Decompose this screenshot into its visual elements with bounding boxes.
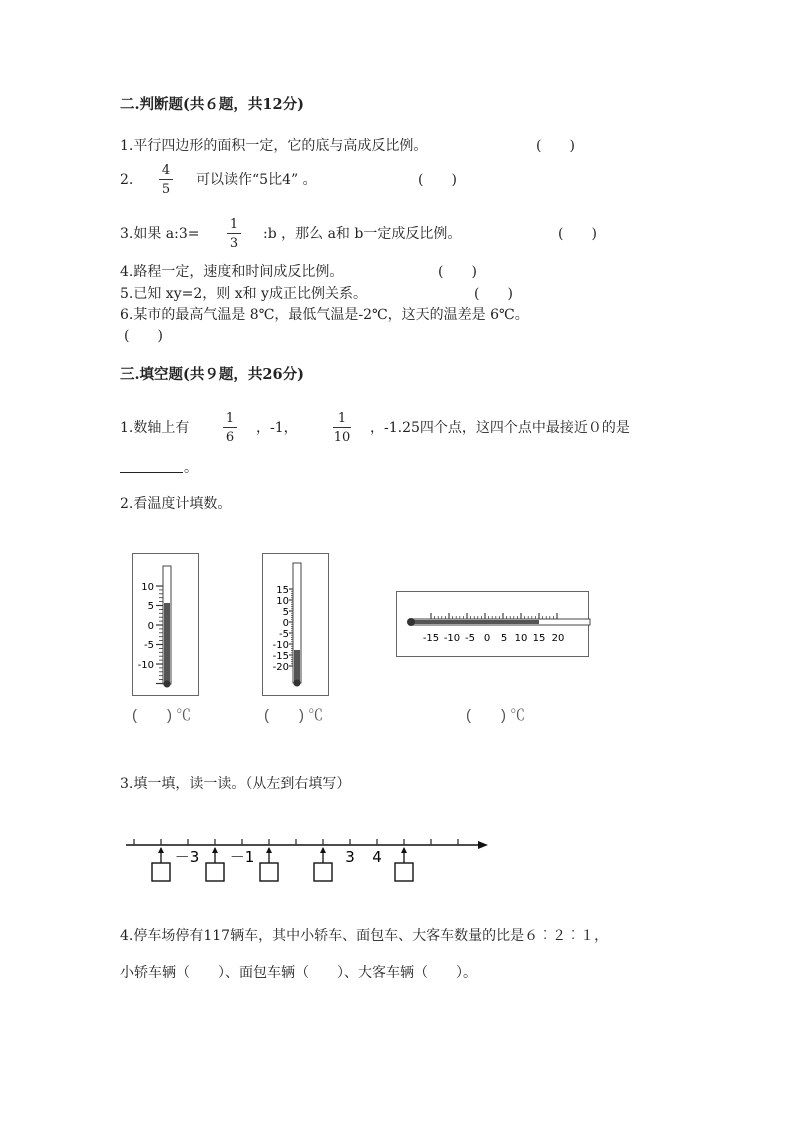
judge-q5: 5.已知 xy=2，则 x和 y成正比例关系。 <box>120 286 367 302</box>
thermometer-3 <box>396 591 592 659</box>
judge-q5-paren[interactable]: ( ) <box>474 286 513 302</box>
judge-q3-pre: 3.如果 a:3= <box>120 226 200 242</box>
fraction-numerator: 1 <box>225 411 235 426</box>
fill-q1-post: ，-1.25四个点，这四个点中最接近０的是 <box>370 420 630 436</box>
tick-label: 20 <box>551 633 565 644</box>
thermometer-bulb <box>164 681 171 688</box>
number-line-label: －1 <box>229 848 255 866</box>
number-line-arrow <box>478 841 488 849</box>
fraction-denominator: 5 <box>161 182 171 197</box>
judge-q1: 1.平行四边形的面积一定，它的底与高成反比例。 <box>120 138 428 154</box>
fill-q3: 3.填一填，读一读。（从左到右填写） <box>120 776 351 792</box>
number-line-label: 3 <box>345 848 355 866</box>
tick-label: -5 <box>279 629 289 640</box>
thermometer-bulb <box>407 618 415 626</box>
tick-label: 0 <box>147 621 154 632</box>
fill-q1-fraction2 <box>327 412 357 444</box>
fill-q1-end: 。 <box>184 460 198 476</box>
mercury-column <box>164 603 170 684</box>
tick-label: -5 <box>465 633 475 644</box>
thermometer-2-answer[interactable]: ( ) ℃ <box>264 707 324 724</box>
tick-label: 15 <box>276 585 289 596</box>
fraction-numerator: 1 <box>229 217 239 232</box>
fill-q1-answer-blank[interactable] <box>120 468 183 473</box>
fill-q2: 2.看温度计填数。 <box>120 496 232 512</box>
answer-box-3[interactable] <box>260 863 278 881</box>
section2-title: 二.判断题(共６题，共12分) <box>120 96 304 113</box>
section3-title: 三.填空题(共９题，共26分) <box>120 366 304 383</box>
judge-q2-fraction <box>153 164 179 196</box>
answer-box-5[interactable] <box>395 863 413 881</box>
tick-label: 10 <box>514 633 528 644</box>
judge-q6-paren[interactable]: ( ) <box>124 328 163 344</box>
fill-q1-fraction1 <box>217 412 243 444</box>
fill-q4-line1: 4.停车场停有117辆车，其中小轿车、面包车、大客车数量的比是６︰２︰１， <box>120 928 609 944</box>
fill-q1-mid: ，-1， <box>256 420 298 436</box>
tick-label: 10 <box>276 596 289 607</box>
tick-label: -10 <box>272 640 289 651</box>
judge-q1-paren[interactable]: ( ) <box>536 138 575 154</box>
thermometer-2 <box>262 553 332 698</box>
judge-q2-paren[interactable]: ( ) <box>418 172 457 188</box>
pointer-arrow-1 <box>158 847 164 863</box>
pointer-arrow-4 <box>320 847 326 863</box>
number-line-label: －3 <box>174 848 200 866</box>
judge-q3-post: :b ，那么 a和 b一定成反比例。 <box>263 226 462 242</box>
mercury-column <box>294 650 300 683</box>
judge-q3-fraction <box>221 218 247 250</box>
thermometer-1-answer[interactable]: ( ) ℃ <box>132 707 192 724</box>
tick-label: 15 <box>532 633 546 644</box>
pointer-arrow-2 <box>212 847 218 863</box>
judge-q2: 可以读作“5比4” 。 <box>196 172 317 188</box>
tick-label: 10 <box>141 582 154 593</box>
answer-box-1[interactable] <box>152 863 170 881</box>
judge-q2-num: 2. <box>120 172 134 188</box>
fraction-numerator: 4 <box>161 163 171 178</box>
pointer-arrow-3 <box>266 847 272 863</box>
thermometer-3-answer[interactable]: ( ) ℃ <box>466 707 526 724</box>
tick-label: 5 <box>500 633 508 644</box>
tick-label: -10 <box>137 660 154 671</box>
answer-box-4[interactable] <box>314 863 332 881</box>
mercury-column <box>411 620 539 624</box>
thermometer-bulb <box>294 680 301 687</box>
tick-label: -5 <box>144 640 154 651</box>
fraction-denominator: 10 <box>333 430 351 445</box>
pointer-arrow-5 <box>401 847 407 863</box>
number-line-ticks <box>134 839 458 845</box>
number-line <box>124 832 490 886</box>
tick-label: -20 <box>272 662 289 673</box>
tick-label: -15 <box>422 633 440 644</box>
tick-label: 5 <box>282 607 289 618</box>
tick-label: 0 <box>282 618 289 629</box>
judge-q4-paren[interactable]: ( ) <box>438 264 477 280</box>
fraction-denominator: 3 <box>229 236 239 251</box>
fraction-numerator: 1 <box>337 411 347 426</box>
fill-q4-line2[interactable]: 小轿车辆（ ）、面包车辆（ ）、大客车辆（ ）。 <box>120 965 477 981</box>
tick-label: 5 <box>147 601 154 612</box>
tick-label: -10 <box>443 633 461 644</box>
number-line-label: 4 <box>372 848 382 866</box>
judge-q3-paren[interactable]: ( ) <box>558 226 597 242</box>
judge-q6: 6.某市的最高气温是 8℃，最低气温是-2℃，这天的温差是 6℃。 <box>120 307 529 323</box>
tick-label: -15 <box>272 651 289 662</box>
thermometer-1 <box>132 553 202 698</box>
fraction-denominator: 6 <box>225 430 235 445</box>
fill-q1-pre: 1.数轴上有 <box>120 420 190 436</box>
judge-q4: 4.路程一定，速度和时间成反比例。 <box>120 264 344 280</box>
answer-box-2[interactable] <box>206 863 224 881</box>
tick-label: 0 <box>483 633 491 644</box>
